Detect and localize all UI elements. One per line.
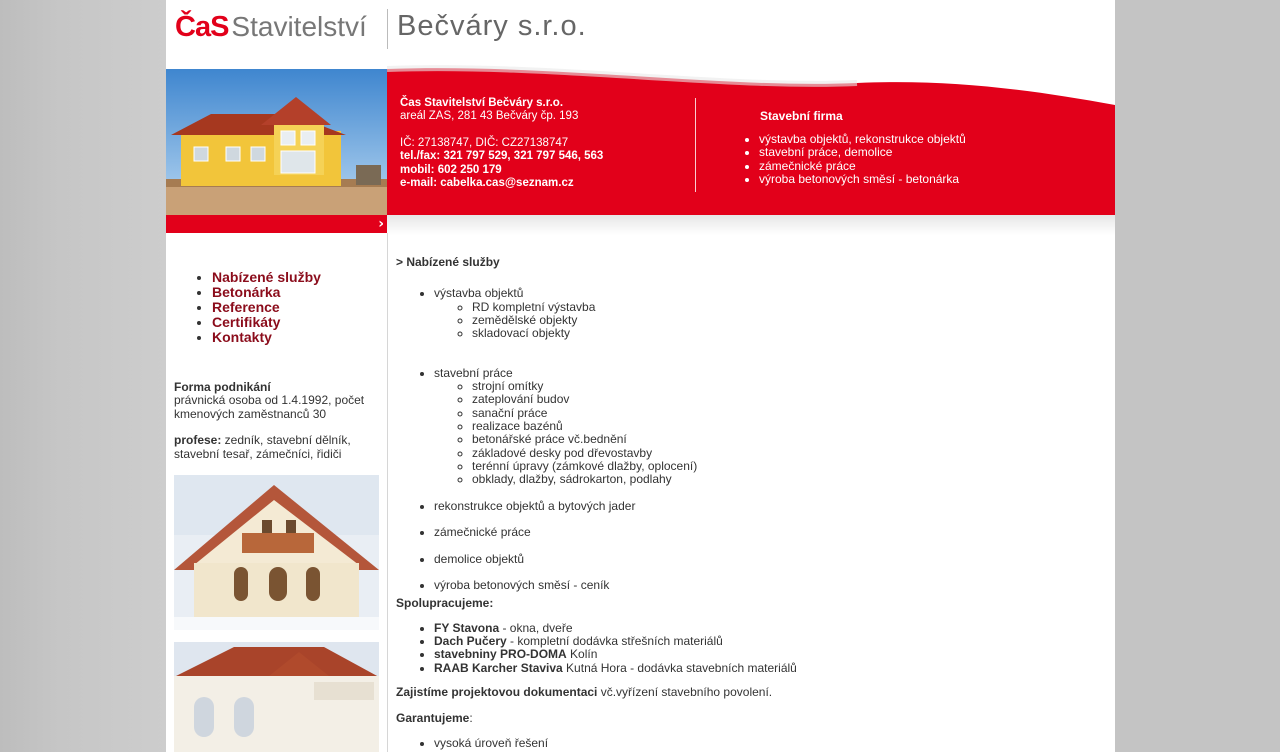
partner-name: Dach Pučery xyxy=(434,633,507,648)
firm-service-item: • výstavba objektů, rekonstrukce objektů xyxy=(759,133,966,146)
profese-label: profese: xyxy=(174,433,222,448)
house-photo-3 xyxy=(174,642,379,752)
profese-text: zedník, stavební dělník, stavební tesař, zámečníci, řidiči xyxy=(174,433,351,461)
partner-desc: - kompletní dodávka střešních materiálů xyxy=(506,633,723,648)
nav-item-concrete xyxy=(212,285,321,300)
company-name: Bečváry s.r.o. xyxy=(397,10,587,42)
service-sublist xyxy=(434,380,1096,487)
partner-desc: Kutná Hora - dodávka stavebních materiálů xyxy=(562,660,797,675)
firm-service-item: • výroba betonových směsí - betonárka xyxy=(759,173,966,186)
nav-item-reference xyxy=(212,300,321,315)
partner-name: stavebniny PRO-DOMA xyxy=(434,647,567,662)
nav-item-contacts xyxy=(212,330,321,345)
header-shadow xyxy=(387,215,1115,235)
forma-text: právnická osoba od 1.4.1992, počet kmenových zaměstnanců 30 xyxy=(174,393,365,421)
service-item xyxy=(434,367,1096,500)
house-photo-2 xyxy=(174,475,379,630)
service-label: stavební práce xyxy=(434,365,513,380)
service-subitem: ◦ skladovací objekty xyxy=(472,327,1096,340)
project-bold: Zajistíme projektovou dokumentaci xyxy=(396,684,598,699)
main-nav xyxy=(196,270,321,345)
logo-divider xyxy=(387,9,388,49)
service-subitem: ◦ obklady, dlažby, sádrokarton, podlahy xyxy=(472,473,1096,486)
nav-link-certificates[interactable]: Certifikáty xyxy=(212,314,281,330)
service-subitem: ◦ zateplování budov xyxy=(472,393,1096,406)
section-heading: > Nabízené služby xyxy=(396,255,500,269)
partner-name: RAAB Karcher Staviva xyxy=(434,660,563,675)
guarantee-colon: : xyxy=(469,711,473,726)
logo-brand: ČaS xyxy=(175,10,229,43)
service-subitem: ◦ sanační práce xyxy=(472,407,1096,420)
service-label: výstavba objektů xyxy=(434,286,524,301)
forma-title: Forma podnikání xyxy=(174,380,271,394)
partner-item xyxy=(434,662,1096,675)
project-line xyxy=(396,686,1096,699)
service-subitem: ◦ betonářské práce vč.bednění xyxy=(472,433,1096,446)
chevron-right-icon[interactable]: › xyxy=(378,216,384,232)
service-subitem: ◦ realizace bazénů xyxy=(472,420,1096,433)
band-divider xyxy=(695,98,696,192)
partner-item xyxy=(434,635,1096,648)
service-item: • rekonstrukce objektů a bytových jader xyxy=(434,500,1096,513)
guarantee-line xyxy=(396,712,1096,725)
nav-link-services[interactable]: Nabízené služby xyxy=(212,269,321,285)
nav-link-reference[interactable]: Reference xyxy=(212,299,280,315)
firm-services-list xyxy=(746,133,966,186)
profese-line xyxy=(174,434,374,461)
contact-ids: IČ: 27138747, DIČ: CZ27138747 xyxy=(400,136,569,149)
partner-desc: - okna, dveře xyxy=(499,620,573,635)
guarantee-item: • vysoká úroveň řešení xyxy=(434,737,1096,750)
nav-link-contacts[interactable]: Kontakty xyxy=(212,329,272,345)
service-subitem: ◦ zemědělské objekty xyxy=(472,314,1096,327)
column-divider xyxy=(387,233,388,752)
service-subitem: ◦ RD kompletní výstavba xyxy=(472,301,1096,314)
service-item xyxy=(434,287,1096,366)
company-info xyxy=(174,381,374,461)
nav-item-certificates xyxy=(212,315,321,330)
service-item: • demolice objektů xyxy=(434,553,1096,566)
header-house-photo xyxy=(166,69,387,215)
firm-service-item: • zámečnické práce xyxy=(759,160,966,173)
page-background-right xyxy=(1115,0,1280,752)
contact-email[interactable]: e-mail: cabelka.cas@seznam.cz xyxy=(400,177,574,190)
page-container xyxy=(166,0,1115,752)
contact-phone: tel./fax: 321 797 529, 321 797 546, 563 xyxy=(400,150,604,163)
contact-address: areál ZAS, 281 43 Bečváry čp. 193 xyxy=(400,110,579,123)
nav-link-concrete[interactable]: Betonárka xyxy=(212,284,281,300)
firm-title: Stavební firma xyxy=(760,109,843,123)
site-logo[interactable] xyxy=(175,10,367,44)
nav-item-services xyxy=(212,270,321,285)
partners-title: Spolupracujeme: xyxy=(396,596,494,611)
contact-block xyxy=(400,97,603,190)
project-rest: vč.vyřízení stavebního povolení. xyxy=(597,684,773,699)
service-sublist xyxy=(434,301,1096,341)
logo-word: Stavitelství xyxy=(231,11,367,42)
partner-item xyxy=(434,622,1096,635)
firm-service-item: • stavební práce, demolice xyxy=(759,146,966,159)
partner-desc: Kolín xyxy=(566,647,598,662)
guarantee-list xyxy=(396,737,1096,750)
service-item: • výroba betonových směsí - ceník xyxy=(434,579,1096,592)
service-subitem: ◦ základové desky pod dřevostavby xyxy=(472,447,1096,460)
service-subitem: ◦ strojní omítky xyxy=(472,380,1096,393)
service-item: • zámečnické práce xyxy=(434,526,1096,539)
partners-list xyxy=(396,622,1096,675)
contact-mobile: mobil: 602 250 179 xyxy=(400,163,502,176)
partner-item xyxy=(434,648,1096,661)
main-content xyxy=(396,256,1096,750)
contact-name: Čas Stavitelství Bečváry s.r.o. xyxy=(400,97,564,109)
services-list xyxy=(396,287,1096,592)
partner-name: FY Stavona xyxy=(434,620,500,635)
service-subitem: ◦ terénní úpravy (zámkové dlažby, oplocení) xyxy=(472,460,1096,473)
red-nav-bar xyxy=(166,215,387,233)
guarantee-title: Garantujeme xyxy=(396,711,470,726)
